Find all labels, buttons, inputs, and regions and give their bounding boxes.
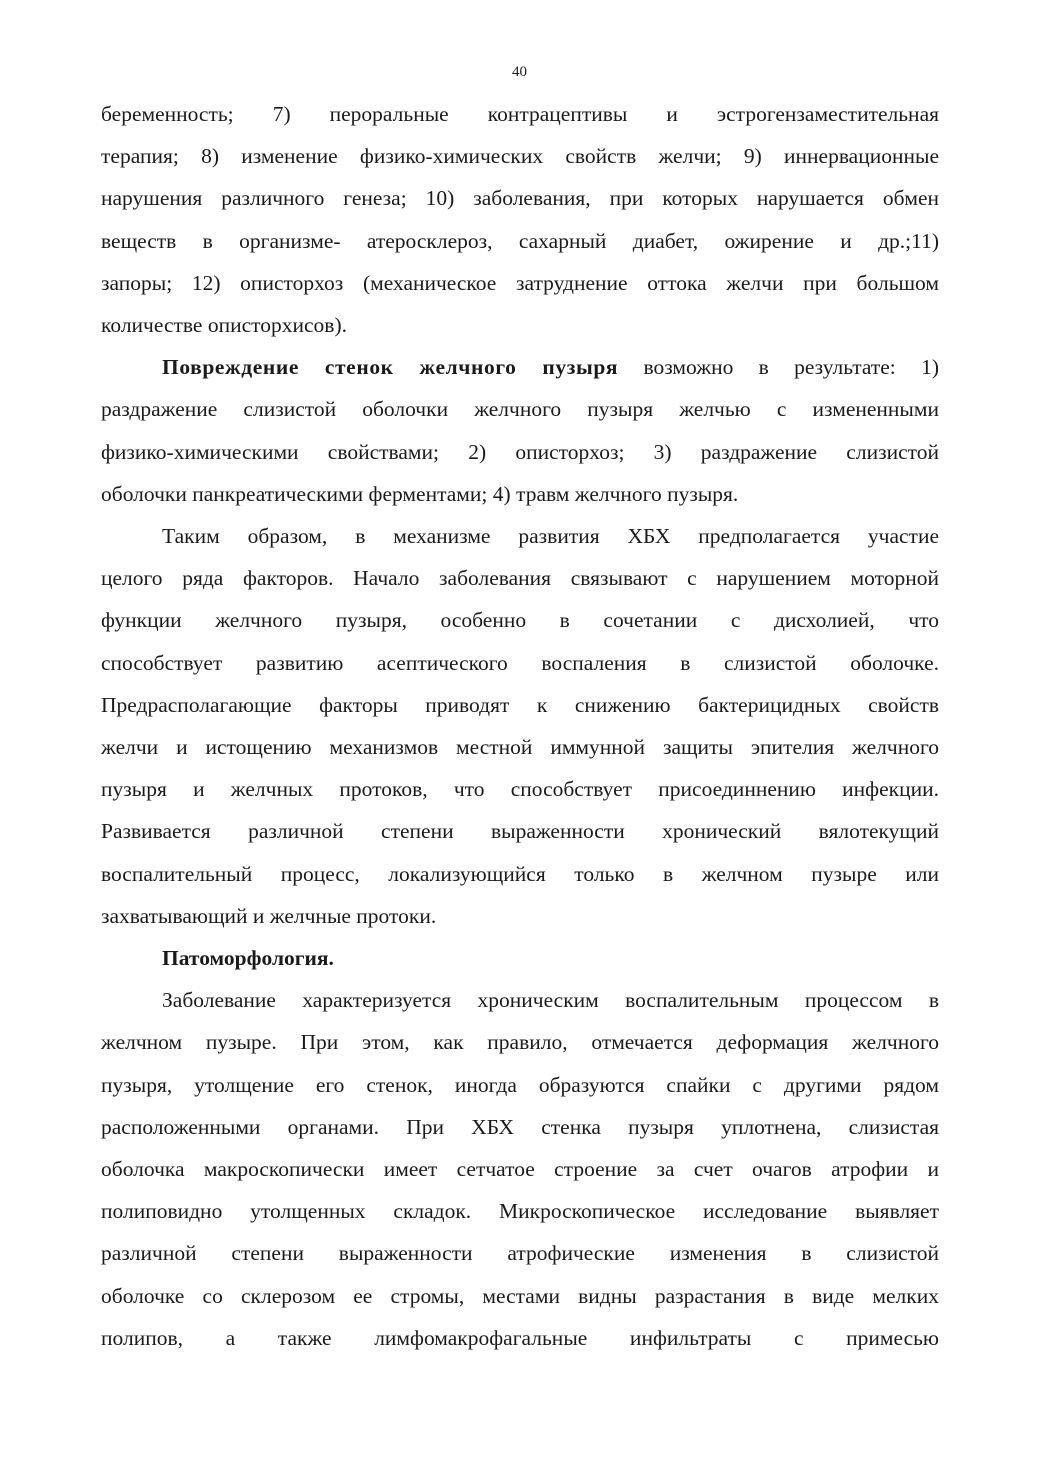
text-line: нарушения различного генеза; 10) заболевания, при которых нарушается обмен — [101, 186, 939, 211]
page-number: 40 — [512, 64, 527, 80]
text-line: пузыря, утолщение его стенок, иногда образуются спайки с другими рядом — [101, 1072, 939, 1097]
text-line: полиповидно утолщенных складок. Микроскопическое исследование выявляет — [101, 1199, 939, 1224]
paragraph-pathomorphology — [101, 979, 939, 1359]
text-line: способствует развитию асептического воспаления в слизистой оболочке. — [101, 650, 939, 675]
text-line: веществ в организме- атеросклероз, сахарный диабет, ожирение и др.;11) — [101, 228, 939, 253]
paragraph-wall-damage — [101, 346, 939, 515]
text-line — [101, 346, 939, 388]
text-line: оболочке со склерозом ее стромы, местами видны разрастания в виде мелких — [101, 1283, 939, 1308]
text-fragment: возможно в результате: 1) — [618, 355, 939, 380]
section-heading: Патоморфология. — [162, 946, 334, 971]
text-line: воспалительный процесс, локализующийся только в желчном пузыре или — [101, 861, 939, 886]
text-line: Таким образом, в механизме развития ХБХ предполагается участие — [162, 524, 939, 549]
text-line: желчи и истощению механизмов местной иммунной защиты эпителия желчного — [101, 735, 939, 760]
paragraph-risk-factors — [101, 93, 939, 346]
text-line: физико-химическими свойствами; 2) описторхоз; 3) раздражение слизистой — [101, 439, 939, 464]
text-line: оболочка макроскопически имеет сетчатое строение за счет очагов атрофии и — [101, 1157, 939, 1182]
text-line: оболочки панкреатическими ферментами; 4) травм желчного пузыря. — [101, 481, 739, 506]
text-line: пузыря и желчных протоков, что способствует присоединнению инфекции. — [101, 777, 939, 802]
text-line: беременность; 7) пероральные контрацептивы и эстрогензаместительная — [101, 102, 939, 126]
text-line: различной степени выраженности атрофические изменения в слизистой — [101, 1241, 939, 1266]
text-line: захватывающий и желчные протоки. — [101, 903, 437, 928]
text-line: полипов, а также лимфомакрофагальные инфильтраты с примесью — [101, 1325, 939, 1350]
text-line: запоры; 12) описторхоз (механическое затруднение оттока желчи при большом — [101, 270, 939, 295]
page-body — [101, 93, 939, 1359]
bold-lead-term: Повреждение стенок желчного пузыря — [162, 355, 619, 380]
text-line: Заболевание характеризуется хроническим воспалительным процессом в — [162, 988, 939, 1013]
text-line: терапия; 8) изменение физико-химических свойств желчи; 9) иннервационные — [101, 144, 939, 169]
text-line: расположенными органами. При ХБХ стенка пузыря уплотнена, слизистая — [101, 1114, 939, 1139]
text-line: Развивается различной степени выраженности хронический вялотекущий — [101, 819, 939, 844]
paragraph-mechanism — [101, 515, 939, 937]
text-line: Предрасполагающие факторы приводят к снижению бактерицидных свойств — [101, 692, 939, 717]
text-line: количестве описторхисов). — [101, 313, 347, 338]
text-line: целого ряда факторов. Начало заболевания связывают с нарушением моторной — [101, 566, 939, 591]
text-line: желчном пузыре. При этом, как правило, отмечается деформация желчного — [101, 1030, 939, 1055]
text-line: раздражение слизистой оболочки желчного пузыря желчью с измененными — [101, 397, 939, 422]
text-line: функции желчного пузыря, особенно в сочетании с дисхолией, что — [101, 608, 939, 633]
